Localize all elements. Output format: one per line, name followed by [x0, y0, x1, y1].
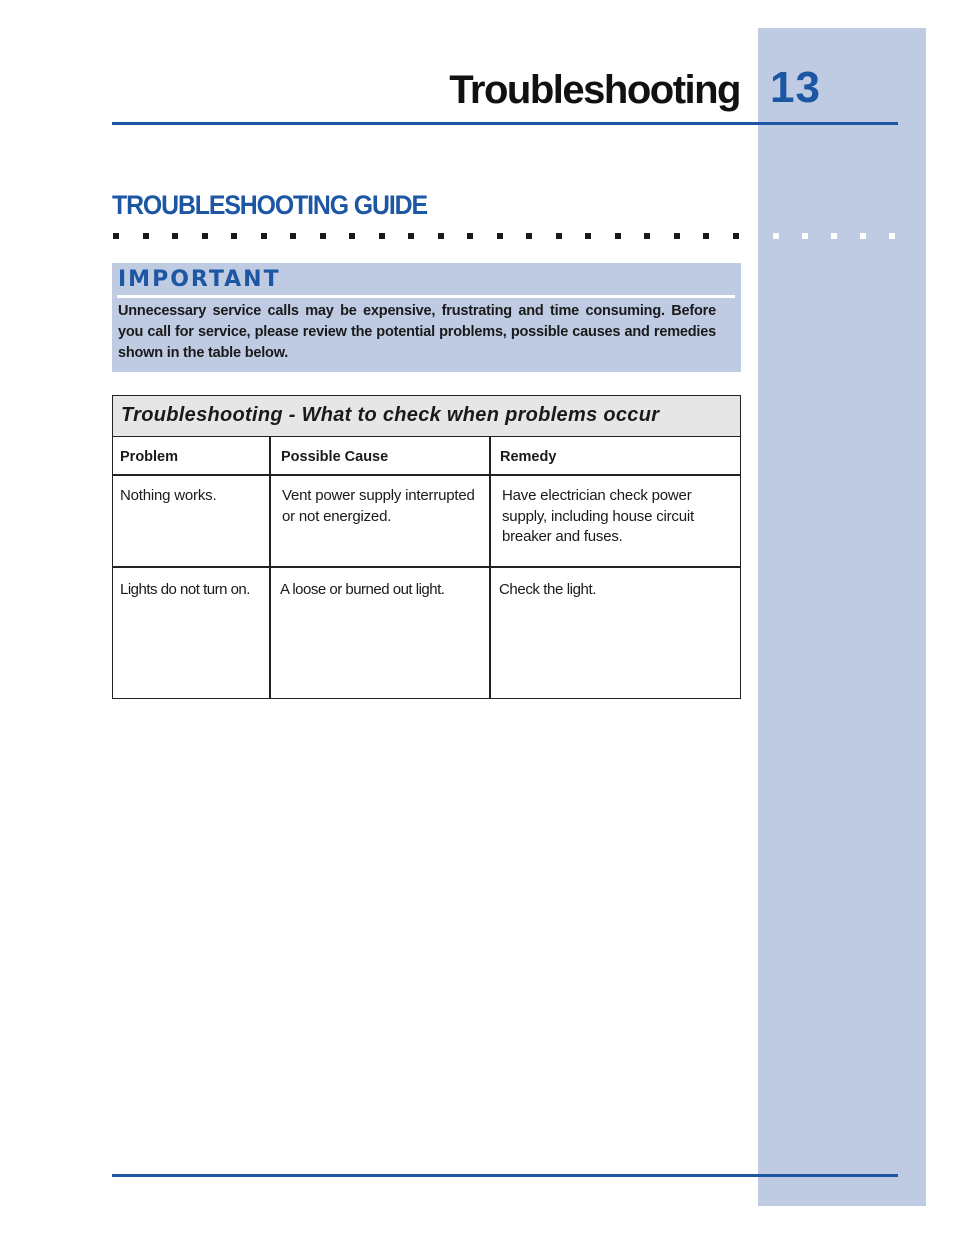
row-1-problem: Nothing works. [120, 487, 217, 504]
side-band [758, 28, 926, 1206]
row-divider [113, 566, 740, 568]
row-1-cause: Vent power supply interrupted or not energized. [282, 487, 475, 525]
row-2-remedy: Check the light. [499, 581, 596, 598]
important-rule [117, 295, 735, 298]
column-header-remedy: Remedy [500, 449, 557, 465]
important-label: IMPORTANT [118, 267, 281, 292]
footer-rule [112, 1174, 898, 1177]
page-number: 13 [770, 63, 821, 112]
column-header-problem: Problem [120, 449, 179, 465]
dots-dark [113, 233, 739, 239]
important-text: Unnecessary service calls may be expensive, frustrating and time consuming. Before you call for service, please review the potential problems, possible causes and remedies shown in the table below. [118, 303, 716, 361]
dots-light [773, 233, 895, 239]
column-divider [489, 437, 491, 698]
row-2-problem: Lights do not turn on. [120, 581, 250, 598]
section-heading: TROUBLESHOOTING GUIDE [112, 190, 427, 220]
row-divider [113, 474, 740, 476]
table-title-bar [113, 396, 740, 437]
row-1-remedy: Have electrician check power supply, including house circuit breaker and fuses. [502, 487, 694, 545]
troubleshooting-table [112, 395, 741, 699]
table-title: Troubleshooting - What to check when problems occur [121, 404, 660, 426]
page-title: Troubleshooting [449, 68, 740, 112]
row-2-cause: A loose or burned out light. [280, 581, 445, 598]
dotted-divider [110, 230, 900, 242]
column-divider [269, 437, 271, 698]
header-rule [112, 122, 898, 125]
column-header-cause: Possible Cause [281, 449, 389, 465]
important-notice [112, 263, 741, 372]
